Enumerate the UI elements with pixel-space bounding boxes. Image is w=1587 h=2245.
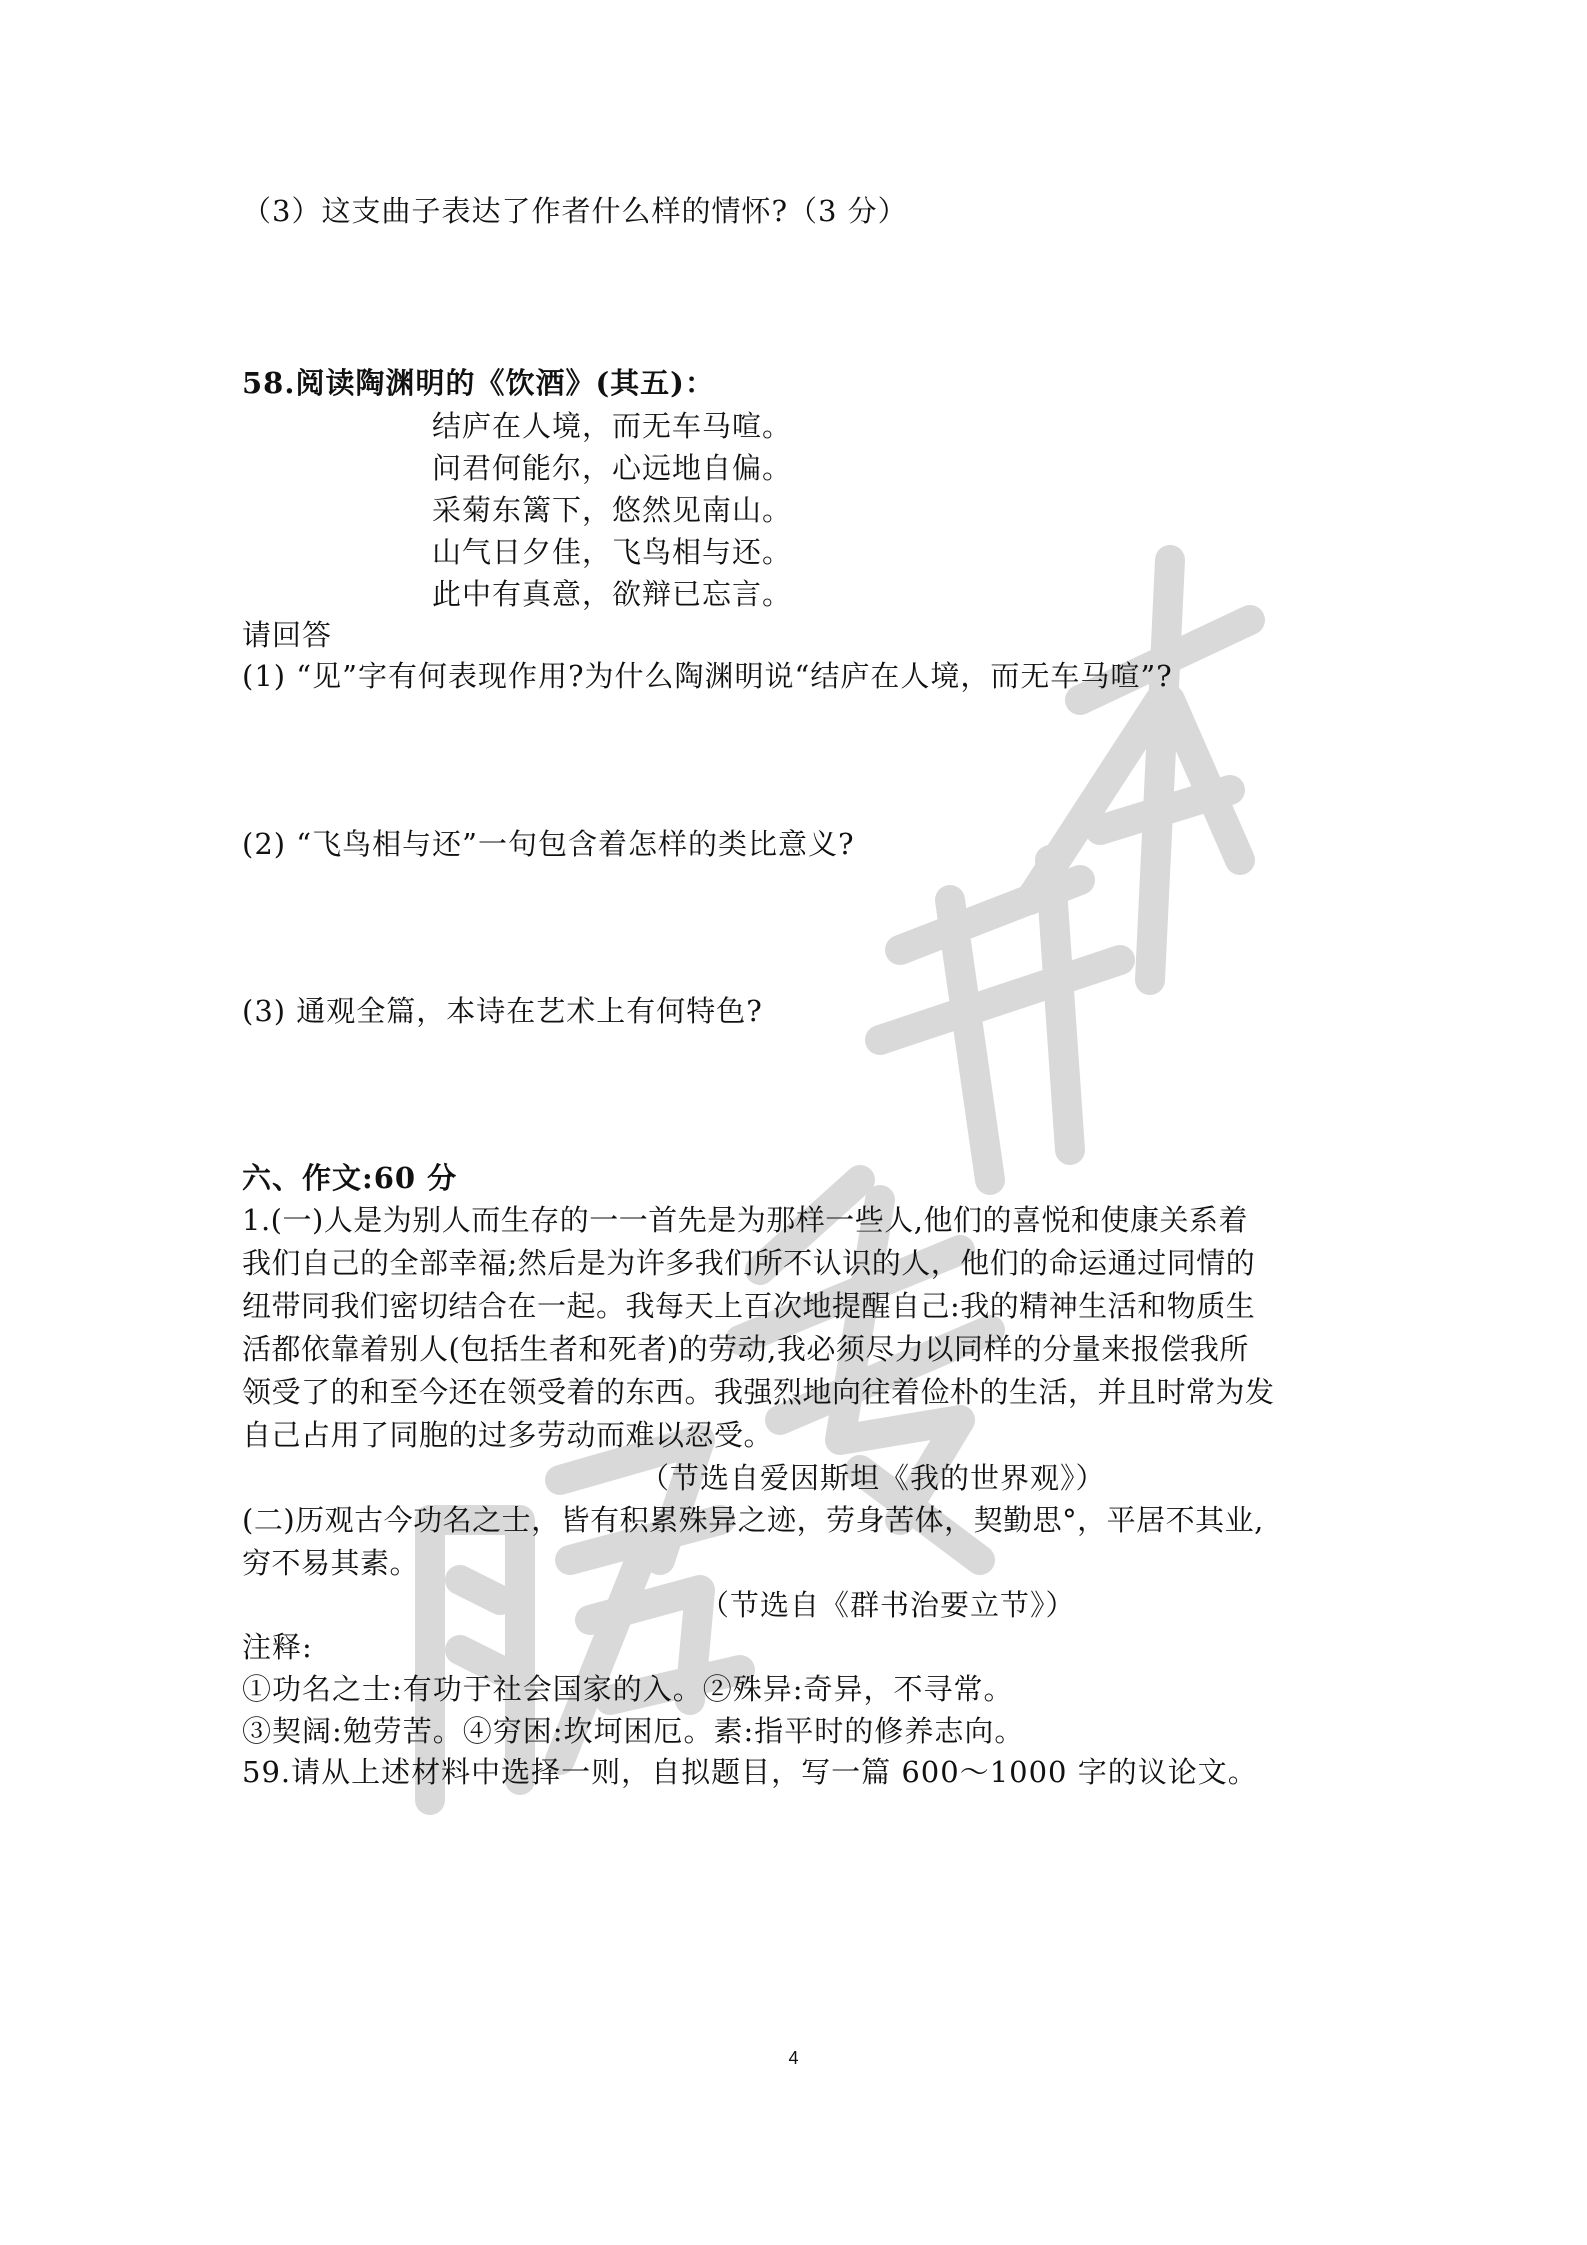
poem-line: 问君何能尔，心远地自偏。 [432,451,793,485]
poem-line: 采菊东篱下，悠然见南山。 [432,493,793,527]
material-2-line: (二)历观古今功名之士，皆有积累殊异之迹，劳身苦体，契勤思°，平居不其业, [242,1503,1264,1537]
q58-question-1: (1) “见”字有何表现作用?为什么陶渊明说“结庐在人境，而无车马喧”? [242,659,1173,693]
poem-line: 结庐在人境，而无车马喧。 [432,409,793,443]
material-1-line: 活都依靠着别人(包括生者和死者)的劳动,我必须尽力以同样的分量来报偿我所 [242,1332,1249,1366]
material-1-line: 领受了的和至今还在领受着的东西。我强烈地向往着俭朴的生活，并且时常为发 [242,1375,1275,1409]
essay-heading: 六、作文:60 分 [242,1161,458,1195]
poem-line: 此中有真意，欲辩已忘言。 [432,577,793,611]
note-line: ①功名之士:有功于社会国家的入。②殊异:奇异，不寻常。 [242,1672,1014,1706]
q57-subquestion-3: （3）这支曲子表达了作者什么样的情怀?（3 分） [242,194,908,228]
material-1-line: 1.(一)人是为别人而生存的一一首先是为那样一些人,他们的喜悦和使康关系着 [242,1203,1249,1237]
material-2-source: （节选自《群书治要立节》） [700,1588,1076,1622]
q58-heading: 58.阅读陶渊明的《饮酒》(其五)： [242,366,715,400]
poem-line: 山气日夕佳，飞鸟相与还。 [432,535,793,569]
material-1-line: 自己占用了同胞的过多劳动而难以忍受。 [242,1418,774,1452]
material-1-source: （节选自爱因斯坦《我的世界观》） [640,1461,1106,1495]
q58-question-3: (3) 通观全篇，本诗在艺术上有何特色? [242,994,763,1028]
material-1-line: 我们自己的全部幸福;然后是为许多我们所不认识的人，他们的命运通过同情的 [242,1246,1256,1280]
answer-prompt: 请回答 [242,618,333,652]
notes-title: 注释: [242,1630,313,1664]
note-line: ③契阔:勉劳苦。④穷困:坎坷困厄。素:指平时的修养志向。 [242,1714,1025,1748]
page-number: 4 [788,2048,799,2068]
material-1-line: 纽带同我们密切结合在一起。我每天上百次地提醒自己:我的精神生活和物质生 [242,1289,1256,1323]
material-2-line: 穷不易其素。 [242,1546,420,1580]
q59-prompt: 59.请从上述材料中选择一则，自拟题目，写一篇 600～1000 字的议论文。 [242,1755,1258,1789]
q58-question-2: (2) “飞鸟相与还”一句包含着怎样的类比意义? [242,827,855,861]
